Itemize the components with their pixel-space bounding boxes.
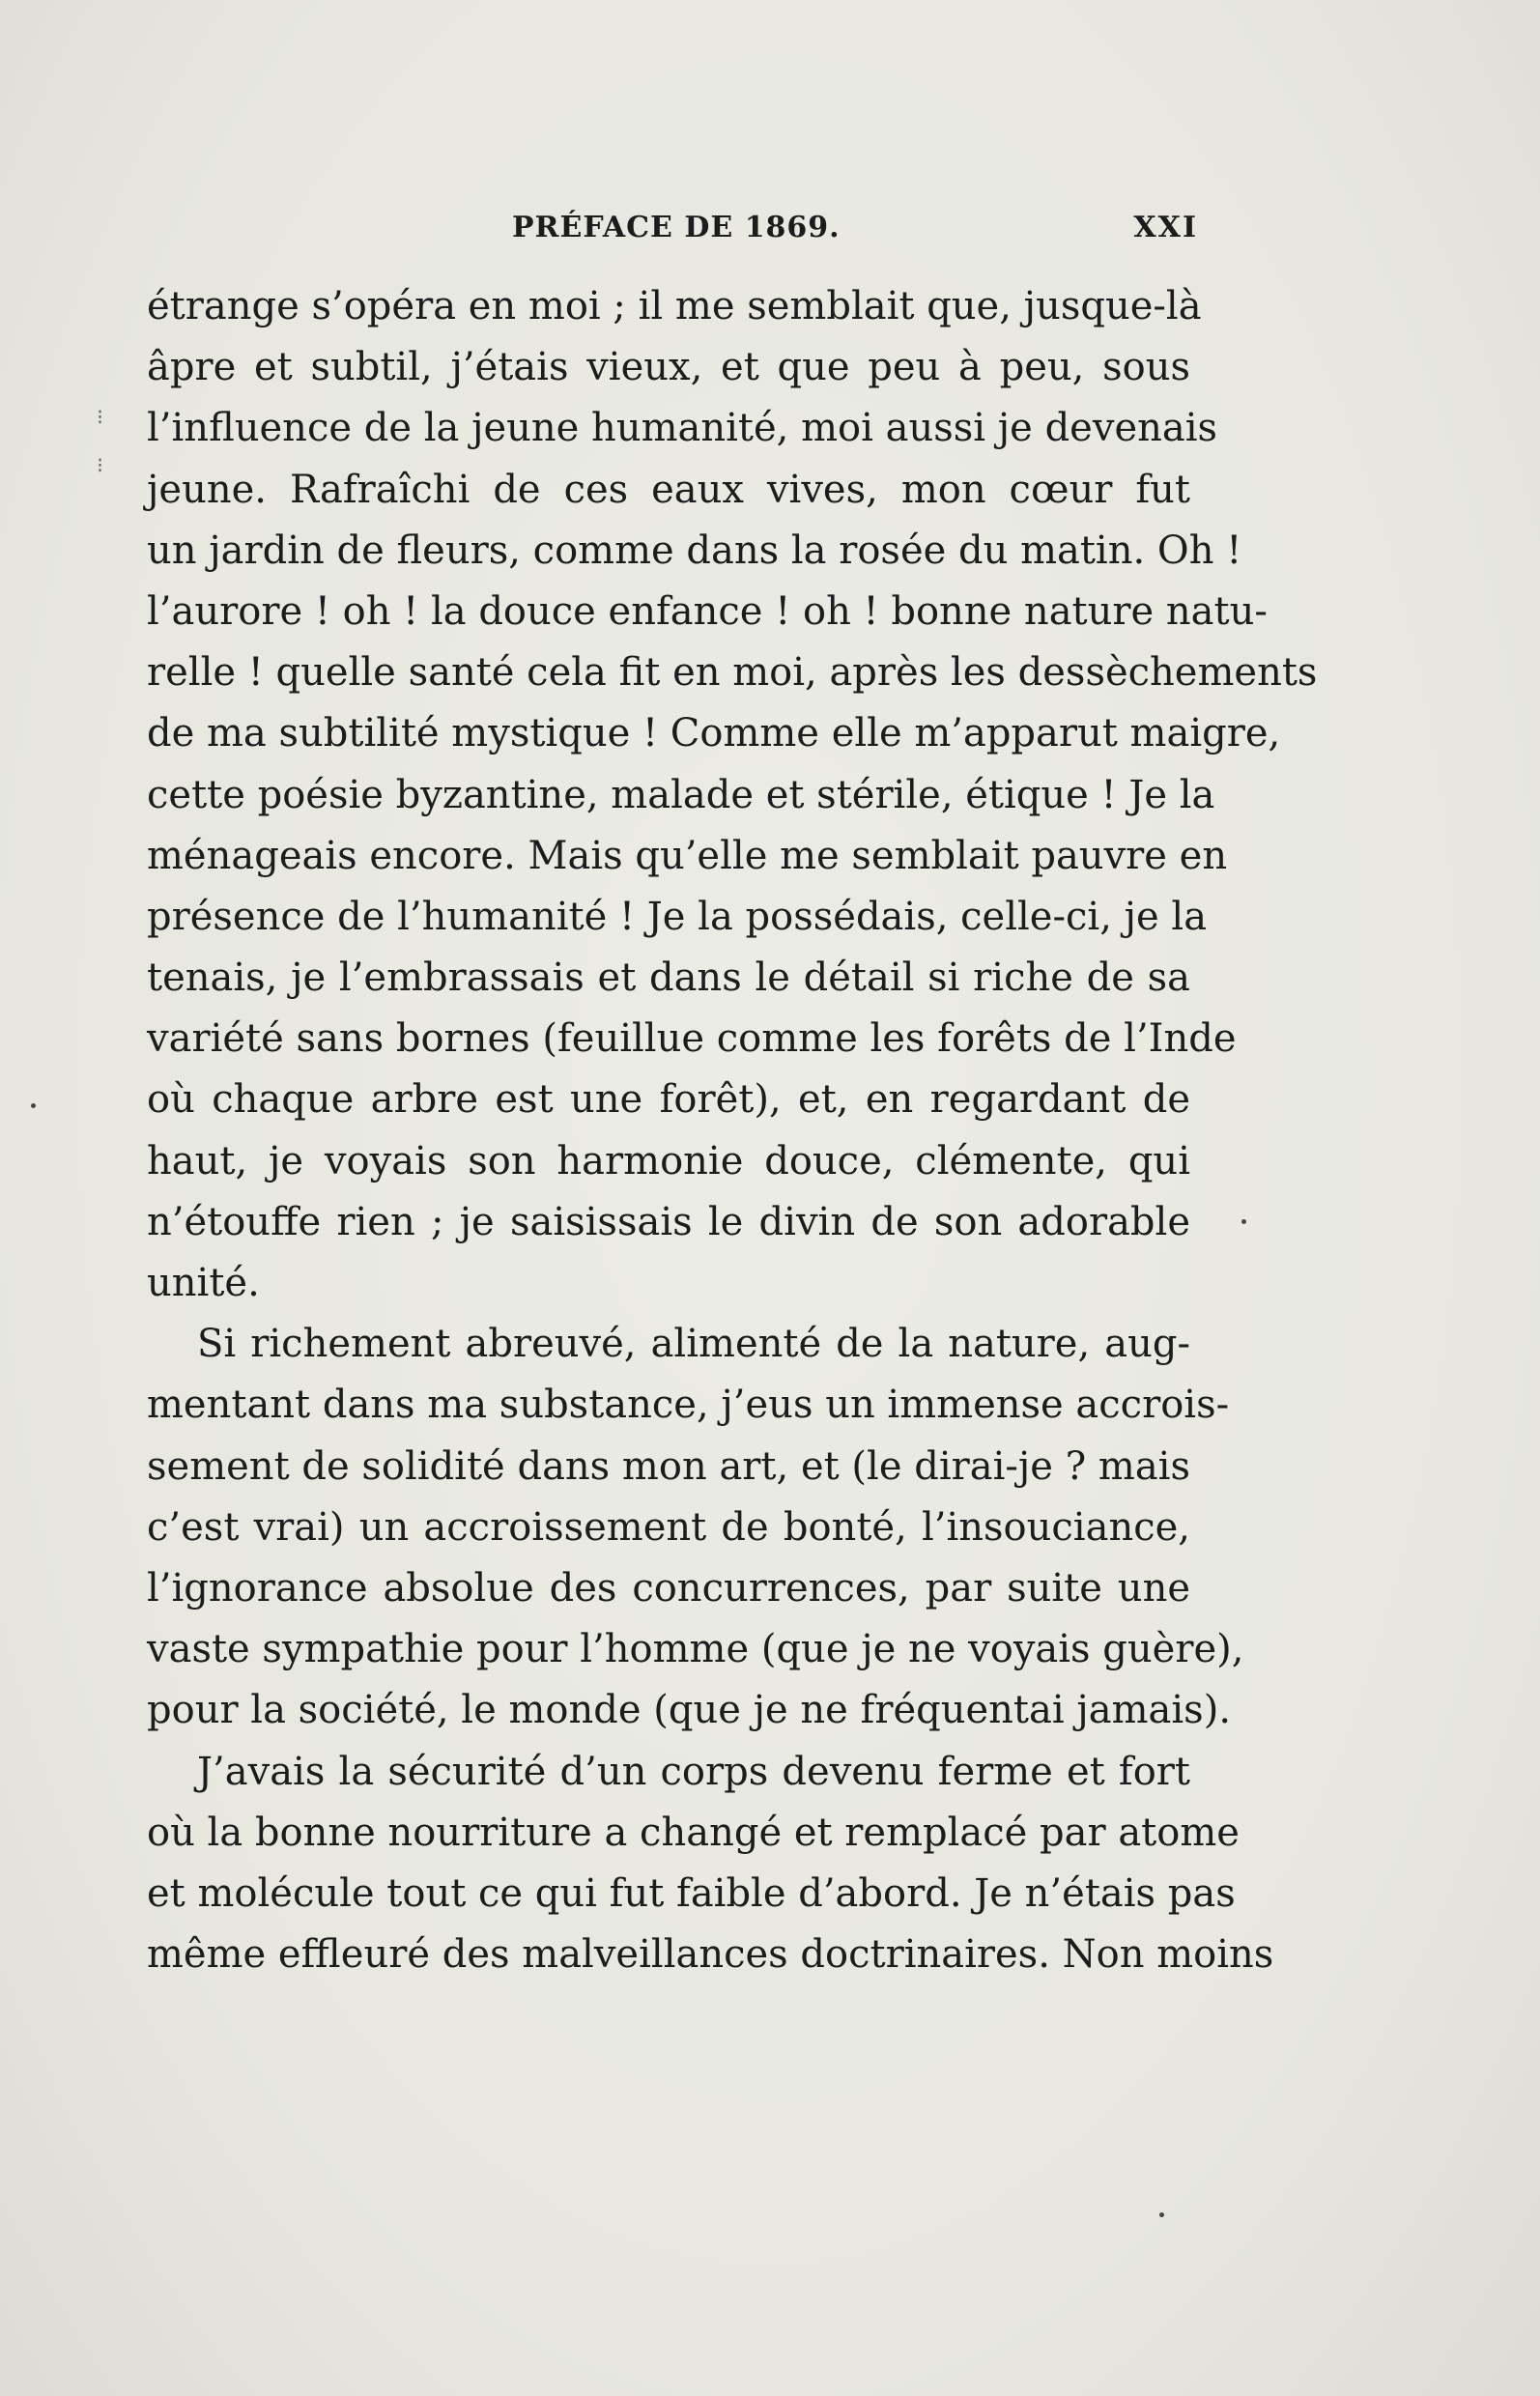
body-text: [147, 276, 1318, 1985]
speck: [1159, 2212, 1164, 2217]
text-line: c’est vrai) un accroissement de bonté, l’insouciance,: [147, 1504, 1190, 1550]
page-number: XXI: [1133, 211, 1198, 244]
text-line: pour la société, le monde (que je ne fréquentai jamais).: [147, 1688, 1232, 1733]
text-line: l’ignorance absolue des concurrences, par suite une: [147, 1565, 1190, 1611]
text-line: ménageais encore. Mais qu’elle me semblait pauvre en: [147, 833, 1228, 878]
running-title: PRÉFACE DE 1869.: [512, 211, 841, 244]
text-line: où la bonne nourriture a changé et remplacé par atome: [147, 1810, 1240, 1855]
text-line: cette poésie byzantine, malade et stérile, étique ! Je la: [147, 772, 1215, 817]
text-line: et molécule tout ce qui fut faible d’abord. Je n’étais pas: [147, 1870, 1236, 1916]
speck: [1241, 1219, 1246, 1224]
text-line: variété sans bornes (feuillue comme les forêts de l’Inde: [147, 1016, 1237, 1062]
speck: [31, 1103, 36, 1108]
text-line: l’influence de la jeune humanité, moi aussi je devenais: [147, 406, 1218, 451]
text-line: jeune. Rafraîchi de ces eaux vives, mon cœur fut: [147, 467, 1190, 512]
text-line: mentant dans ma substance, j’eus un immense accrois-: [147, 1383, 1230, 1428]
text-line: présence de l’humanité ! Je la possédais, celle-ci, je la: [147, 894, 1208, 939]
running-head: [512, 211, 1198, 259]
text-line: haut, je voyais son harmonie douce, clémente, qui: [147, 1138, 1190, 1184]
text-line: l’aurore ! oh ! la douce enfance ! oh ! bonne nature natu-: [147, 588, 1268, 634]
text-line: vaste sympathie pour l’homme (que je ne voyais guère),: [147, 1627, 1244, 1672]
text-line: même effleuré des malveillances doctrinaires. Non moins: [147, 1932, 1274, 1978]
text-line: de ma subtilité mystique ! Comme elle m’apparut maigre,: [147, 711, 1281, 756]
margin-mark: ⁝: [97, 406, 103, 430]
text-line: sement de solidité dans mon art, et (le dirai-je ? mais: [147, 1443, 1190, 1489]
text-line: âpre et subtil, j’étais vieux, et que peu à peu, sous: [147, 345, 1190, 390]
text-line: n’étouffe rien ; je saisissais le divin de son adorable: [147, 1199, 1190, 1244]
text-line: relle ! quelle santé cela fit en moi, après les dessèchements: [147, 650, 1318, 696]
text-line: où chaque arbre est une forêt), et, en regardant de: [147, 1077, 1190, 1123]
text-line: unité.: [147, 1261, 260, 1305]
text-line: Si richement abreuvé, alimenté de la nature, aug-: [197, 1322, 1190, 1367]
text-line: étrange s’opéra en moi ; il me semblait que, jusque-là: [147, 284, 1202, 328]
text-line: tenais, je l’embrassais et dans le détail si riche de sa: [147, 956, 1190, 1001]
text-line: un jardin de fleurs, comme dans la rosée du matin. Oh !: [147, 528, 1242, 573]
margin-mark: ⁝: [97, 454, 103, 478]
text-line: J’avais la sécurité d’un corps devenu ferme et fort: [197, 1749, 1190, 1794]
